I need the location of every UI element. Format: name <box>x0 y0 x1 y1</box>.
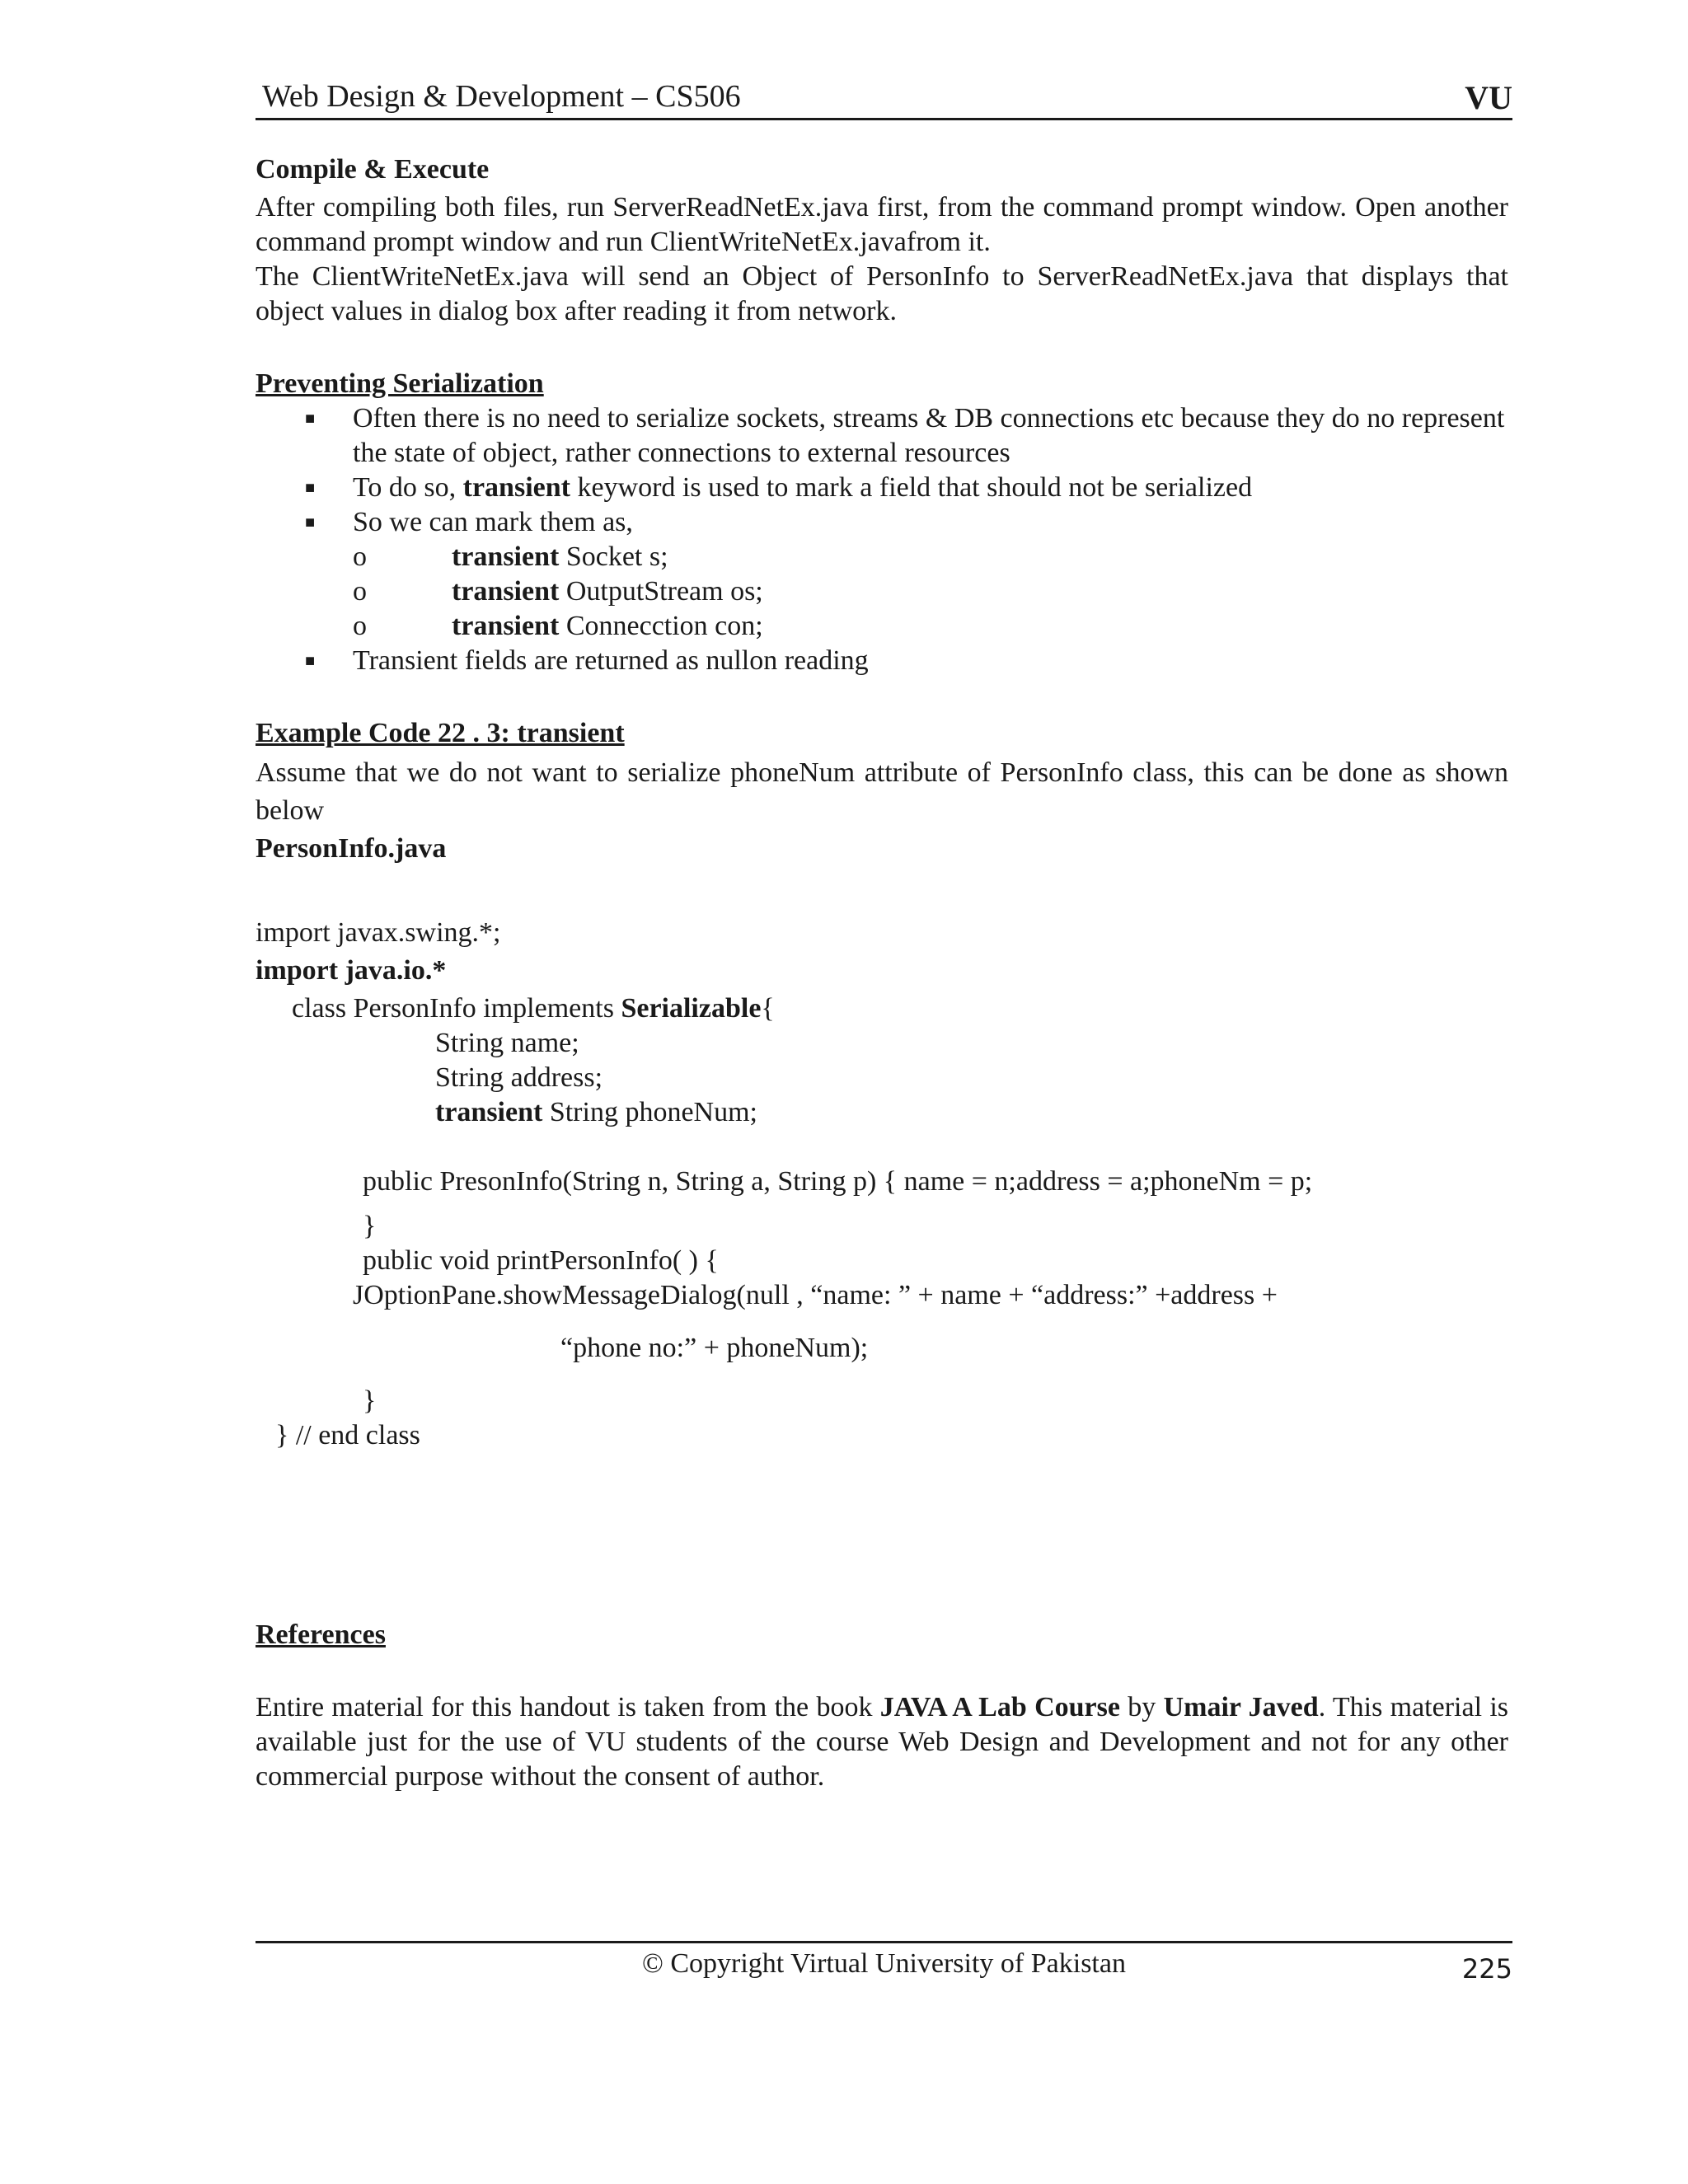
code-line: String address; <box>435 1062 603 1093</box>
page-number: 225 <box>1461 1953 1512 1985</box>
compile-paragraph-2: The ClientWriteNetEx.java will send an Object of PersonInfo to ServerReadNetEx.java that displays that object values in dialog box after reading it from network. <box>256 261 1508 326</box>
code-line: } <box>363 1211 377 1241</box>
example-heading: Example Code 22 . 3: transient <box>256 718 625 748</box>
code-line: import javax.swing.*; <box>256 917 501 948</box>
code-line: } // end class <box>275 1420 420 1451</box>
brand-label: VU <box>1465 79 1512 116</box>
example-description: Assume that we do not want to serialize phoneNum attribute of PersonInfo class, this can be done as shown below <box>256 757 1508 826</box>
code-line: class PersonInfo implements Serializable{ <box>292 993 775 1024</box>
code-block <box>256 916 1508 1453</box>
compile-paragraph-1: After compiling both files, run ServerReadNetEx.java first, from the command prompt window. Open another command prompt window and run ClientWriteNetEx.javafrom it. <box>256 192 1508 257</box>
preventing-bullet-list <box>256 401 1508 678</box>
code-line: } <box>363 1385 377 1416</box>
references-paragraph: Entire material for this handout is taken from the book JAVA A Lab Course by Umair Javed. This material is available just for the use of VU students of the course Web Design and Development and not for any other commercial purpose without the consent of author. <box>256 1692 1508 1792</box>
preventing-heading: Preventing Serialization <box>256 368 544 399</box>
sub-item: o transient Socket s; <box>353 541 668 572</box>
page-footer <box>256 1941 1512 1985</box>
code-line: “phone no:” + phoneNum); <box>560 1333 869 1363</box>
page-header <box>256 78 1512 120</box>
compile-heading: Compile & Execute <box>256 154 490 185</box>
bullet-item: ■ Often there is no need to serialize sockets, streams & DB connections etc because they do no represent the state of object, rather connections to external resources <box>256 401 1508 471</box>
code-line: public void printPersonInfo( ) { <box>363 1245 719 1276</box>
bullet-item: ■ Transient fields are returned as nullon reading <box>256 644 1508 678</box>
code-line: public PresonInfo(String n, String a, String p) { name = n;address = a;phoneNm = p; <box>363 1166 1313 1197</box>
page-content <box>256 152 1508 1794</box>
code-line: import java.io.* <box>256 955 447 986</box>
code-line: transient String phoneNum; <box>435 1097 757 1127</box>
copyright-text: © Copyright Virtual University of Pakistan <box>642 1948 1126 1979</box>
bullet-item: ■ To do so, transient keyword is used to mark a field that should not be serialized <box>256 471 1508 505</box>
sub-item: o transient Connecction con; <box>353 611 763 641</box>
code-line: JOptionPane.showMessageDialog(null , “name: ” + name + “address:” +address + <box>353 1280 1278 1310</box>
sub-item: o transient OutputStream os; <box>353 576 763 607</box>
references-heading: References <box>256 1619 386 1650</box>
code-line: String name; <box>435 1028 579 1058</box>
course-title: Web Design & Development – CS506 <box>262 79 741 114</box>
bullet-item: ■ So we can mark them as, o transient Socket s; o transient OutputStream os; o transient Connecction con; <box>256 505 1508 644</box>
sub-list <box>353 540 1508 644</box>
file-name: PersonInfo.java <box>256 833 447 864</box>
